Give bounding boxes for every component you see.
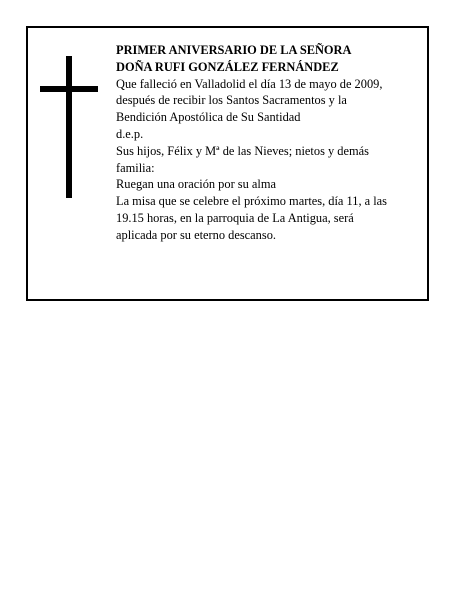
notice-body-line: La misa que se celebre el próximo martes, día 11, a las [116, 194, 388, 209]
notice-body-line: después de recibir los Santos Sacramentos y la [116, 93, 347, 108]
notice-body-line: Bendición Apostólica de Su Santidad [116, 110, 301, 125]
notice-heading-line-2: DOÑA RUFI GONZÁLEZ FERNÁNDEZ [116, 59, 339, 74]
notice-heading-line-1: PRIMER ANIVERSARIO DE LA SEÑORA [116, 43, 352, 57]
cross-horizontal-bar [40, 86, 98, 92]
notice-body-line: aplicada por su eterno descanso. [116, 227, 276, 242]
notice-body-line: Ruegan una oración por su alma [116, 177, 276, 192]
cross-icon [40, 56, 98, 198]
notice-body-line: d.e.p. [116, 126, 144, 141]
notice-body-line: 19.15 horas, en la parroquia de La Antigua, será [116, 210, 354, 225]
cross-vertical-bar [66, 56, 72, 198]
notice-body-line: Que falleció en Valladolid el día 13 de mayo de 2009, [116, 76, 383, 91]
notice-text [116, 42, 421, 244]
notice-body-line: familia: [116, 160, 155, 175]
notice-body-line: Sus hijos, Félix y Mª de las Nieves; nietos y demás [116, 143, 369, 158]
obituary-notice [26, 26, 429, 301]
